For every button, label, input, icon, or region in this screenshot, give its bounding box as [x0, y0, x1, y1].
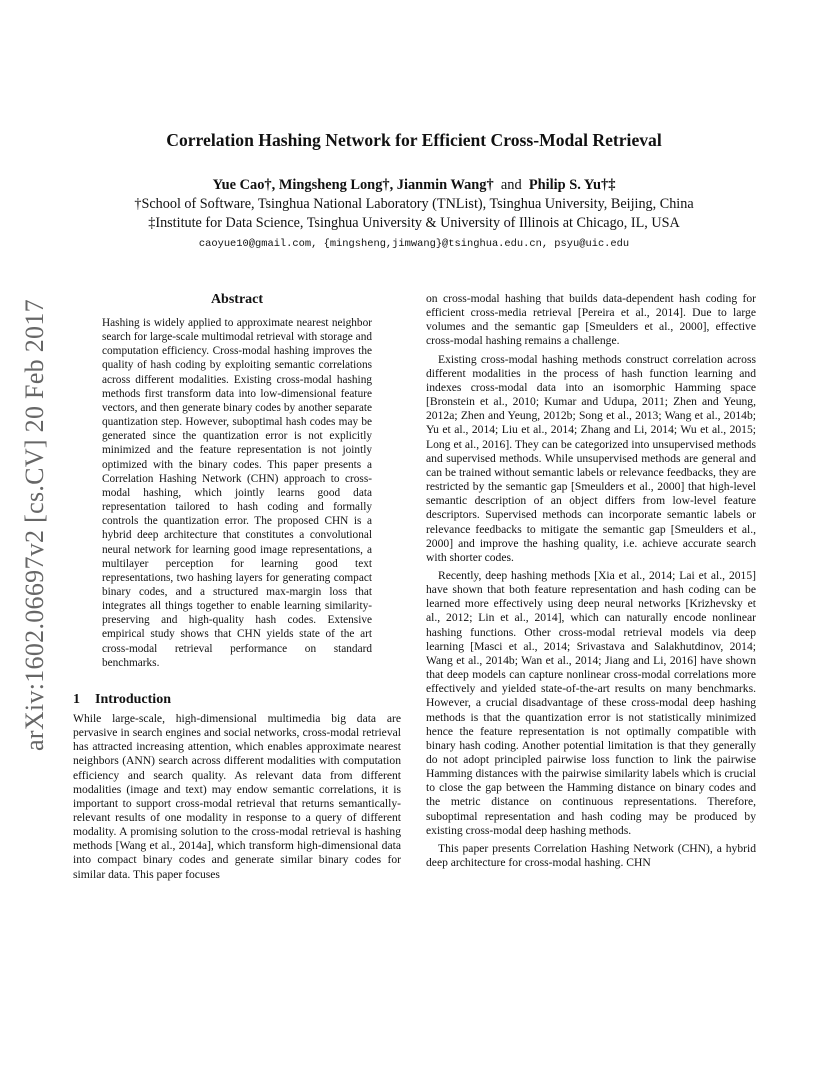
section-title: Introduction — [95, 691, 171, 707]
left-column — [73, 292, 401, 882]
intro-paragraph-5: This paper presents Correlation Hashing Network (CHN), a hybrid deep architecture for cross-modal hashing. CHN — [426, 841, 756, 870]
intro-paragraph-3: Existing cross-modal hashing methods construct correlation across different modalities in the process of hash function learning and indexes cross-modal data into an isomorphic Hamming space [Bronstein et al., 2010; Kumar and Udupa, 2011; Zhen and Yeung, 2012a; Zhen and Yeung, 2012b; Song et al., 2013; Wang et al., 2014b; Yu et al., 2014; Liu et al., 2014; Zhang and Li, 2014; Wu et al., 2015; Long et al., 2016]. They can be categorized into unsupervised methods and supervised methods. While unsupervised methods are general and can be trained without semantic labels or relevance feedbacks, they are restricted by the semantic gap [Smeulders et al., 2000] that high-level semantic description of an object differs from low-level feature descriptors. Supervised methods can incorporate semantic labels or relevance feedbacks to mitigate the semantic gap [Smeulders et al., 2000] and improve the hashing quality, i.e. achieve accurate search with shorter codes. — [426, 352, 756, 564]
right-column — [426, 292, 756, 870]
author-emails: caoyue10@gmail.com, {mingsheng,jimwang}@tsinghua.edu.cn, psyu@uic.edu — [198, 238, 630, 250]
authors-and: and — [500, 177, 522, 193]
intro-paragraph-1: While large-scale, high-dimensional multimedia big data are pervasive in search engines and social networks, cross-modal retrieval has attracted increasing attention, which enables approximate nearest neighbors (ANN) search across different modalities with computation efficiency and search quality. As relevant data from different modalities (image and text) may endow semantic correlations, it is important to support cross-modal retrieval that returns semantically-relevant results of one modality in response to a query of different modality. A promising solution to the cross-modal retrieval is hashing methods [Wang et al., 2014a], which transform high-dimensional data into compact binary codes and generate similar binary codes for similar data. This paper focuses — [73, 711, 401, 881]
section-number: 1 — [73, 691, 80, 707]
arxiv-id-text: arXiv:1602.06697v2 [cs.CV] 20 Feb 2017 — [20, 299, 49, 751]
paper-title: Correlation Hashing Network for Efficient Cross-Modal Retrieval — [166, 130, 662, 150]
intro-paragraph-2: on cross-modal hashing that builds data-dependent hash coding for efficient cross-media retrieval [Pereira et al., 2014]. Due to large volumes and the semantic gap [Smeulders et al., 2000], effective cross-modal hashing remains a challenge. — [426, 292, 756, 348]
abstract-heading: Abstract — [210, 292, 264, 307]
affiliation-2: ‡Institute for Data Science, Tsinghua University & University of Illinois at Chicago, IL, USA — [148, 215, 680, 231]
abstract-text: Hashing is widely applied to approximate nearest neighbor search for large-scale multimodal retrieval with storage and computation efficiency. Cross-modal hashing improves the quality of hash coding by exploiting semantic correlations across different modalities. Existing cross-modal hashing methods first transform data into low-dimensional feature vectors, and then generate binary codes by another separate quantization step. However, suboptimal hash codes may be generated since the quantization error is not explicitly minimized and the feature representation is not jointly optimized with the binary codes. This paper presents a Correlation Hashing Network (CHN) approach to cross-modal hashing, which jointly learns good data representation tailored to hash coding and formally controls the quantization error. The proposed CHN is a hybrid deep architecture that constitutes a convolutional neural network for learning good image representations, a multilayer perception for learning good text representations, two hashing layers for generating compact binary codes, and a structured max-margin loss that integrates all things together to enable learning similarity-preserving and high-quality hash codes. Extensive empirical study shows that CHN yields state of the art cross-modal retrieval performance on standard benchmarks. — [102, 317, 372, 669]
author-list — [0, 177, 828, 194]
authors-group-2: Philip S. Yu†‡ — [528, 177, 616, 193]
section-heading-introduction — [73, 692, 401, 708]
authors-group-1: Yue Cao†, Mingsheng Long†, Jianmin Wang† — [212, 177, 494, 193]
arxiv-sidebar-id — [20, 290, 50, 760]
intro-paragraph-4: Recently, deep hashing methods [Xia et al., 2014; Lai et al., 2015] have shown that both feature representation and hash coding can be learned more effectively using deep neural networks [Krizhevsky et al., 2012; Lin et al., 2014], which can naturally encode nonlinear hashing functions. Other cross-modal retrieval models via deep learning [Masci et al., 2014; Srivastava and Salakhutdinov, 2014; Wang et al., 2014b; Wan et al., 2014; Jiang and Li, 2016] have shown that deep models can capture nonlinear cross-modal correlations more effectively and yielded state-of-the-art results on many benchmarks. However, a crucial disadvantage of these cross-modal deep hashing methods is that the quantization error is not statistically minimized hence the feature representation is not optimally compatible with binary hash coding. Another potential limitation is that they generally do not adopt principled pairwise loss function to link the pairwise Hamming distances with the pairwise similarity labels which is crucial to close the gap between the Hamming distance on binary codes and the metric distance on continuous representations. Therefore, suboptimal representation and hash coding may be produced by existing cross-modal deep hashing methods. — [426, 568, 756, 837]
affiliation-1: †School of Software, Tsinghua National Laboratory (TNList), Tsinghua University, Beijing, China — [134, 196, 694, 212]
